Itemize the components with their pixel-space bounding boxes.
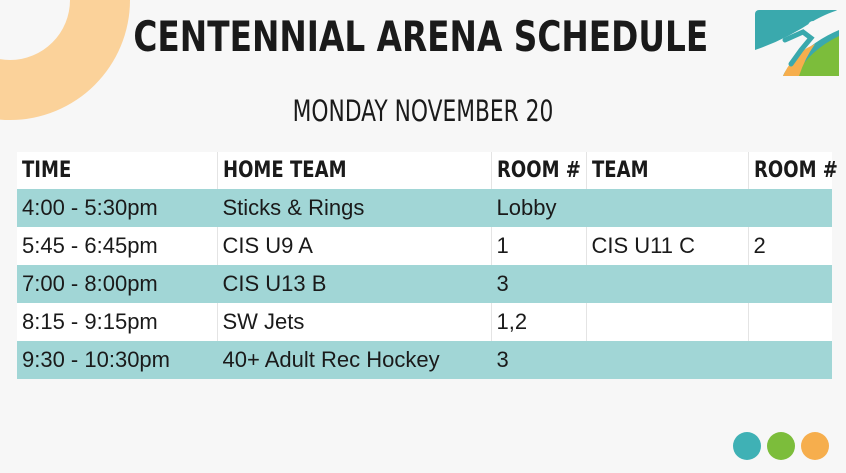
home-team-cell: CIS U13 B [217, 265, 491, 303]
column-header-home-team: HOME TEAM [217, 152, 491, 189]
table-row [17, 265, 832, 303]
team-cell: CIS U11 C [586, 227, 748, 265]
room-cell: 3 [491, 265, 586, 303]
room2-cell [748, 189, 832, 227]
time-cell: 7:00 - 8:00pm [17, 265, 217, 303]
green-dot [767, 432, 795, 460]
decorative-dots [733, 432, 829, 460]
room-cell: Lobby [491, 189, 586, 227]
room2-cell: 2 [748, 227, 832, 265]
team-cell [586, 265, 748, 303]
column-header-time: TIME [17, 152, 217, 189]
home-team-cell: Sticks & Rings [217, 189, 491, 227]
table-row [17, 227, 832, 265]
schedule-date: MONDAY NOVEMBER 20 [292, 94, 554, 128]
column-header-room: ROOM # [491, 152, 586, 189]
page-title: CENTENNIAL ARENA SCHEDULE [133, 12, 709, 61]
team-cell [586, 341, 748, 379]
orange-dot [801, 432, 829, 460]
team-cell [586, 303, 748, 341]
time-cell: 5:45 - 6:45pm [17, 227, 217, 265]
schedule-table [17, 152, 838, 379]
column-header-team: TEAM [586, 152, 748, 189]
room-cell: 1 [491, 227, 586, 265]
table-header-row [17, 152, 832, 189]
time-cell: 4:00 - 5:30pm [17, 189, 217, 227]
table-row [17, 303, 832, 341]
time-cell: 9:30 - 10:30pm [17, 341, 217, 379]
team-cell [586, 189, 748, 227]
room2-cell [748, 265, 832, 303]
time-cell: 8:15 - 9:15pm [17, 303, 217, 341]
room2-cell [748, 341, 832, 379]
room-cell: 3 [491, 341, 586, 379]
table-row [17, 341, 832, 379]
running-person-logo-icon [755, 10, 839, 76]
column-header-room-2: ROOM # [748, 152, 832, 189]
home-team-cell: 40+ Adult Rec Hockey [217, 341, 491, 379]
teal-dot [733, 432, 761, 460]
home-team-cell: SW Jets [217, 303, 491, 341]
room-cell: 1,2 [491, 303, 586, 341]
home-team-cell: CIS U9 A [217, 227, 491, 265]
table-row [17, 189, 832, 227]
room2-cell [748, 303, 832, 341]
